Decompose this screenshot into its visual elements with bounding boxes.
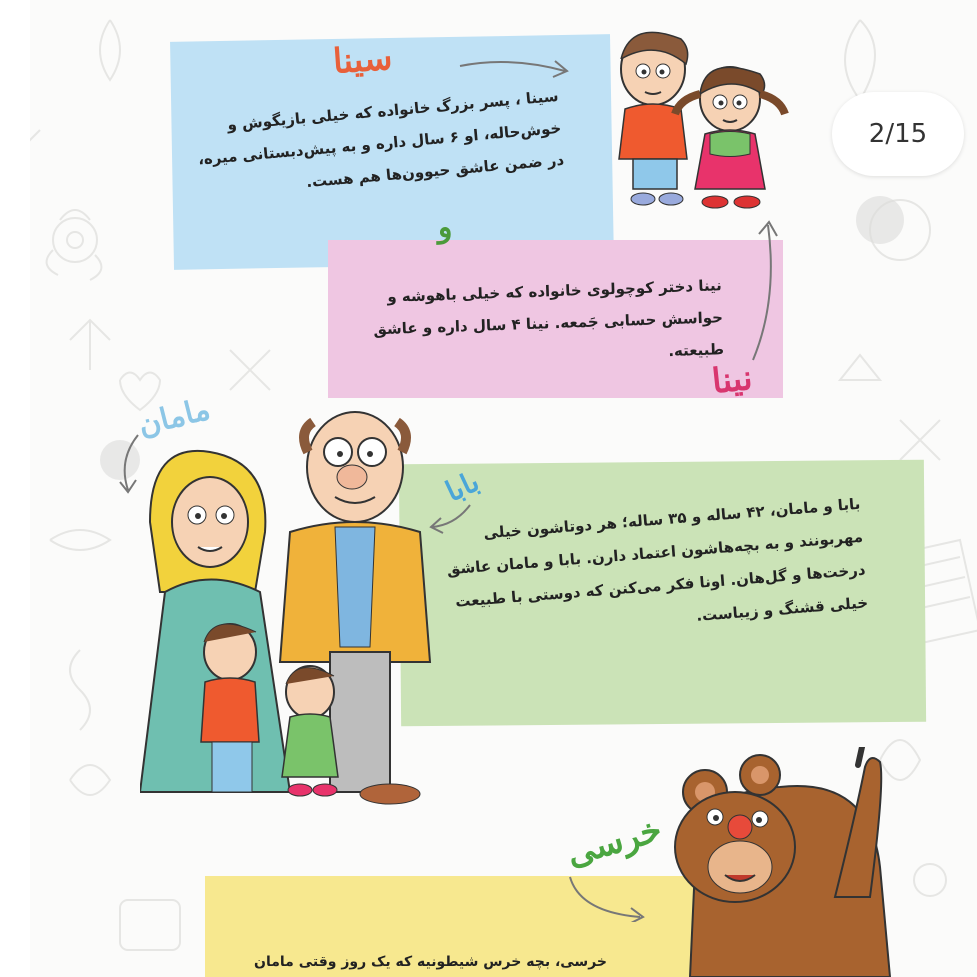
nina-description: نینا دختر کوچولوی خانواده که خیلی باهوشه و حواسش حسابی جَمعه. نینا ۴ سال داره و عاشق طبیعته. xyxy=(373,276,725,361)
left-margin xyxy=(0,0,30,977)
maman-title: مامان xyxy=(134,391,214,444)
nina-title: نینا xyxy=(710,358,755,402)
khersi-description: خرسی، بچه خرس شیطونیه که یک روز وقتی مامان xyxy=(254,954,607,970)
arrow-icon xyxy=(565,872,655,922)
sina-title: سینا xyxy=(331,37,394,83)
family-illustration xyxy=(140,392,440,812)
baba-title: بابا xyxy=(440,464,485,509)
arrow-icon xyxy=(455,46,575,86)
page-counter: 2/15 xyxy=(832,92,964,176)
bear-illustration xyxy=(660,747,900,977)
sina-description: سینا ، پسر بزرگ خانواده که خیلی بازیگوش و خوش‌حاله، او ۶ سال داره و به پیش‌دبستانی میره، در ضمن عاشق حیوون‌ها هم هست. xyxy=(197,86,565,192)
and-connector: و xyxy=(438,210,453,245)
sina-and-nina-illustration xyxy=(605,14,795,214)
parents-panel xyxy=(399,460,926,727)
khersi-title: خرسی xyxy=(562,809,667,875)
khersi-panel xyxy=(205,876,735,977)
parents-description: بابا و مامان، ۴۲ ساله و ۳۵ ساله؛ هر دوتاشون خیلی مهربونند و به بچه‌هاشون اعتماد دارن. بابا و مامان عاشق درخت‌ها و گل‌هان. اونا فکر می‌کنن که دوستی با طبیعت خیلی قشنگ و زیباست. xyxy=(446,494,869,625)
arrow-icon xyxy=(745,210,785,370)
